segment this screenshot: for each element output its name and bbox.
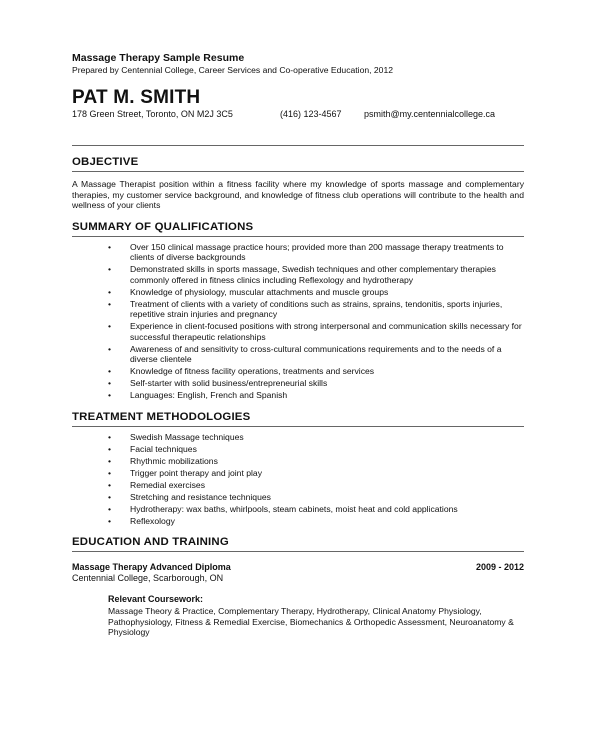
bullet-icon: • <box>108 455 112 466</box>
list-item <box>72 299 524 320</box>
coursework-label: Relevant Coursework: <box>108 594 204 605</box>
qualifications-heading: SUMMARY OF QUALIFICATIONS <box>72 221 524 237</box>
list-item-text: Awareness of and sensitivity to cross-cultural communications requirements and to the needs of a diverse clientele <box>130 343 502 365</box>
document-subtitle: Prepared by Centennial College, Career Services and Co-operative Education, 2012 <box>72 65 394 75</box>
list-item <box>72 444 524 455</box>
bullet-icon: • <box>108 298 112 309</box>
bullet-icon: • <box>108 264 112 275</box>
list-item-text: Demonstrated skills in sports massage, Swedish techniques and other complementary therapies commonly offered in fitness clinics including Reflexology and hydrotherapy <box>130 264 496 285</box>
bullet-icon: • <box>108 366 112 377</box>
contact-line <box>72 109 524 146</box>
list-item <box>72 344 524 365</box>
qualifications-list <box>72 242 524 401</box>
bullet-icon: • <box>108 390 112 401</box>
education-entry <box>72 562 524 573</box>
list-item <box>72 468 524 479</box>
list-item-text: Facial techniques <box>130 443 197 454</box>
list-item-text: Hydrotherapy: wax baths, whirlpools, steam cabinets, moist heat and cold applications <box>130 503 458 514</box>
objective-text: A Massage Therapist position within a fitness facility where my knowledge of sports massage and complementary therapies, my customer service background, and knowledge of fitness club operations will contribute to the health and wellness of your clients <box>72 179 524 211</box>
bullet-icon: • <box>108 378 112 389</box>
bullet-icon: • <box>108 241 112 252</box>
list-item <box>72 480 524 491</box>
list-item <box>72 378 524 389</box>
bullet-icon: • <box>108 491 112 502</box>
coursework-text: Massage Theory & Practice, Complementary Therapy, Hydrotherapy, Clinical Anatomy Physiology, Pathophysiology, Fitness & Remedial Exercise, Biomechanics & Orthopedic Assessment, Neuroanatomy & Physiology <box>108 606 514 638</box>
list-item <box>72 432 524 443</box>
list-item <box>72 321 524 342</box>
education-years: 2009 - 2012 <box>475 562 524 573</box>
list-item-text: Stretching and resistance techniques <box>130 491 271 502</box>
qualifications-section <box>72 221 524 401</box>
bullet-icon: • <box>108 321 112 332</box>
list-item-text: Trigger point therapy and joint play <box>130 467 263 478</box>
objective-heading: OBJECTIVE <box>72 156 524 172</box>
contact-email: psmith@my.centennialcollege.ca <box>364 109 496 119</box>
education-section <box>72 536 524 638</box>
resume-page <box>72 52 524 638</box>
list-item-text: Rhythmic mobilizations <box>130 455 218 466</box>
list-item <box>72 492 524 503</box>
list-item-text: Knowledge of physiology, muscular attachments and muscle groups <box>130 286 389 297</box>
list-item <box>72 264 524 285</box>
education-degree: Massage Therapy Advanced Diploma <box>72 562 231 573</box>
education-heading: EDUCATION AND TRAINING <box>72 536 524 552</box>
list-item <box>72 504 524 515</box>
bullet-icon: • <box>108 443 112 454</box>
methodologies-section <box>72 411 524 527</box>
list-item-text: Knowledge of fitness facility operations, treatments and services <box>130 366 375 377</box>
list-item-text: Swedish Massage techniques <box>130 431 244 442</box>
list-item <box>72 287 524 298</box>
list-item-text: Over 150 clinical massage practice hours; provided more than 200 massage therapy treatments to clients of diverse backgrounds <box>130 241 504 263</box>
objective-section <box>72 156 524 211</box>
candidate-name: PAT M. SMITH <box>72 87 201 108</box>
list-item-text: Languages: English, French and Spanish <box>130 390 288 401</box>
list-item <box>72 390 524 401</box>
document-title: Massage Therapy Sample Resume <box>72 52 245 64</box>
methodologies-list <box>72 432 524 527</box>
methodologies-heading: TREATMENT METHODOLOGIES <box>72 411 524 427</box>
list-item-text: Self-starter with solid business/entrepreneurial skills <box>130 378 328 389</box>
contact-address: 178 Green Street, Toronto, ON M2J 3C5 <box>72 109 233 119</box>
list-item-text: Treatment of clients with a variety of conditions such as strains, sprains, tendonitis, sports injuries, repetitive strain injuries and pregnancy <box>130 298 503 320</box>
list-item-text: Experience in client-focused positions with strong interpersonal and communication skills necessary for successful therapeutic relationships <box>130 321 522 342</box>
list-item <box>72 516 524 527</box>
list-item-text: Reflexology <box>130 515 175 526</box>
bullet-icon: • <box>108 467 112 478</box>
list-item <box>72 456 524 467</box>
bullet-icon: • <box>108 431 112 442</box>
bullet-icon: • <box>108 479 112 490</box>
list-item <box>72 366 524 377</box>
bullet-icon: • <box>108 286 112 297</box>
bullet-icon: • <box>108 343 112 354</box>
bullet-icon: • <box>108 515 112 526</box>
list-item <box>72 242 524 263</box>
list-item-text: Remedial exercises <box>130 479 205 490</box>
education-school: Centennial College, Scarborough, ON <box>72 573 224 584</box>
contact-phone: (416) 123-4567 <box>280 109 342 119</box>
bullet-icon: • <box>108 503 112 514</box>
